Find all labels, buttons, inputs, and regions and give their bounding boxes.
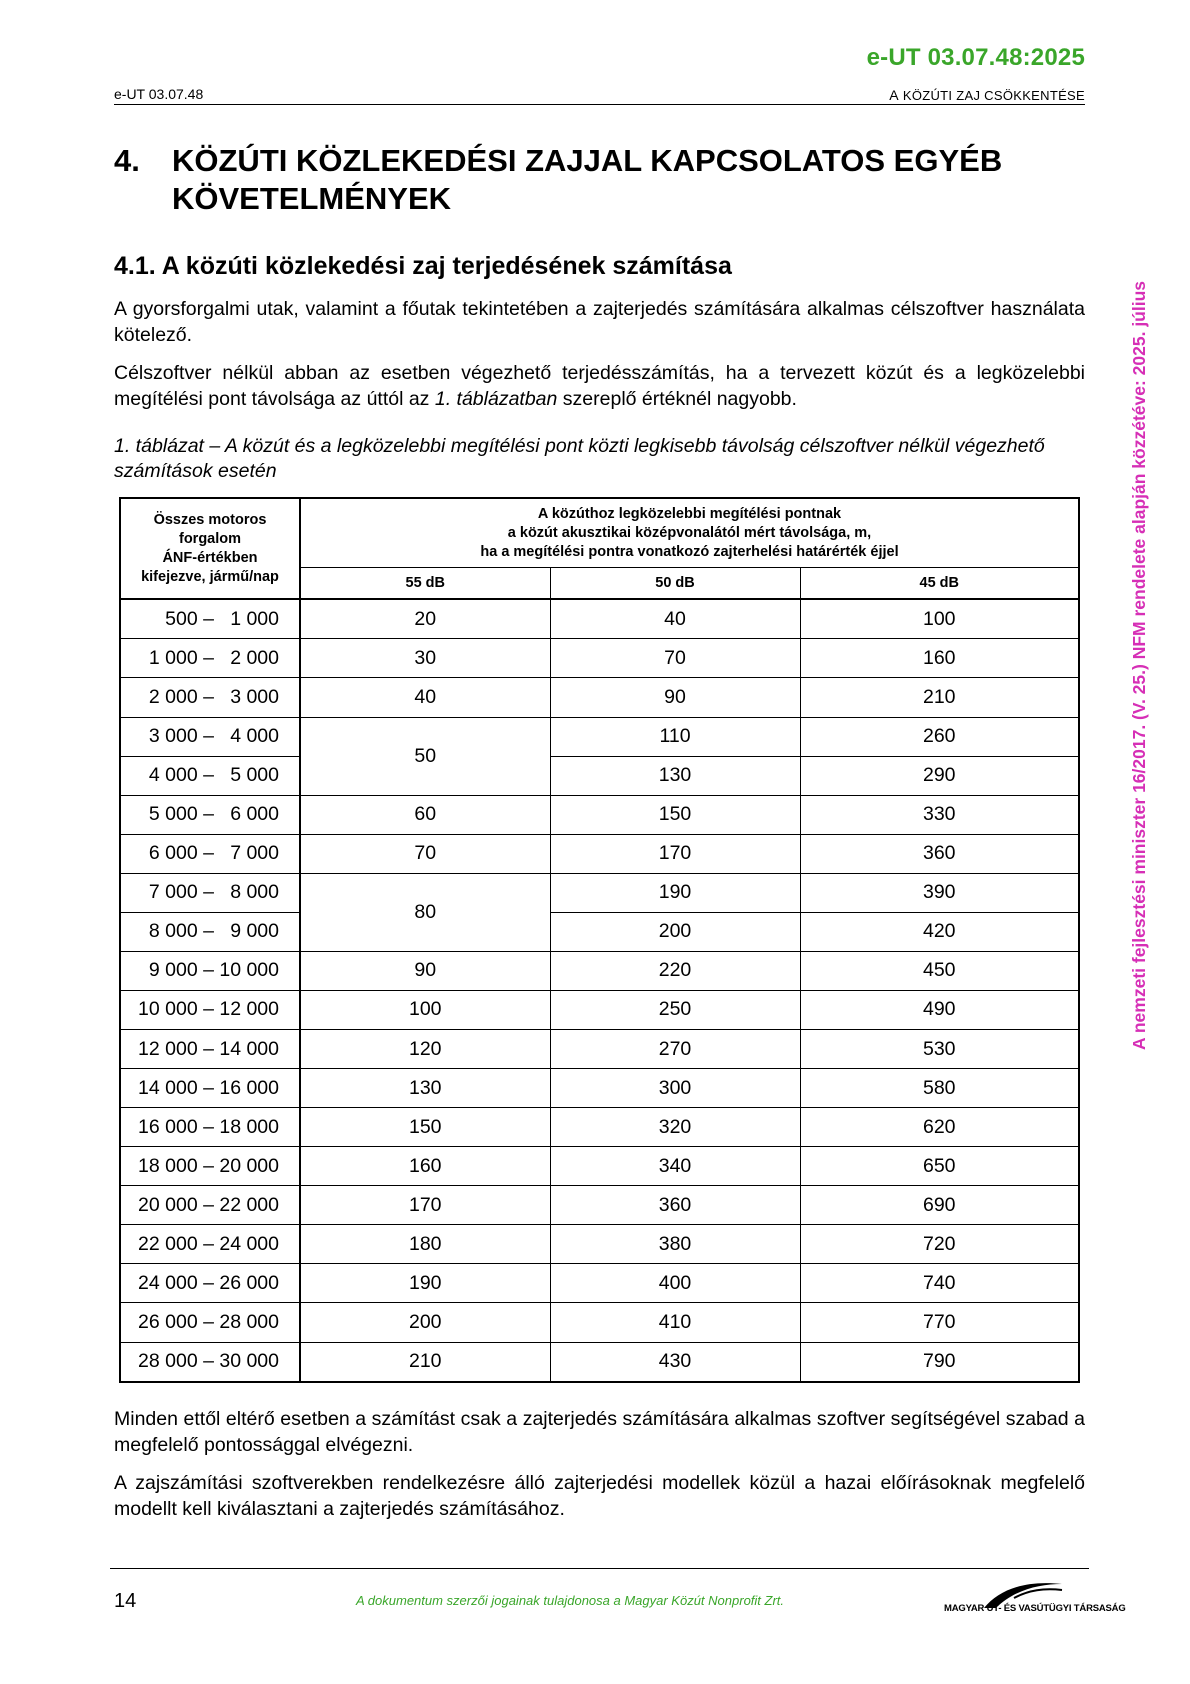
traffic-range-cell: 9 000 – 10 000 <box>120 951 300 990</box>
distance-45db-cell: 260 <box>800 717 1079 756</box>
distance-55db-cell: 130 <box>300 1069 550 1108</box>
table-row <box>120 1147 1079 1186</box>
traffic-range-cell: 24 000 – 26 000 <box>120 1264 300 1303</box>
distance-50db-cell: 200 <box>550 912 800 951</box>
table-row <box>120 1225 1079 1264</box>
traffic-range-cell: 20 000 – 22 000 <box>120 1186 300 1225</box>
column-header-55db: 55 dB <box>300 568 550 600</box>
table-row <box>120 1030 1079 1069</box>
traffic-range-cell: 4 000 – 5 000 <box>120 756 300 795</box>
distance-45db-cell: 160 <box>800 639 1079 678</box>
column-header-50db: 50 dB <box>550 568 800 600</box>
paragraph-2-part-a: Célszoftver nélkül abban az esetben végezhető terjedésszámítás, ha a tervezett közút és a legközelebbi megítélési pont távolsága az úttól az <box>114 362 1085 410</box>
chapter-title: KÖZÚTI KÖZLEKEDÉSI ZAJJAL KAPCSOLATOS EGYÉB KÖVETELMÉNYEK <box>172 143 1003 216</box>
header-left-code: e-UT 03.07.48 <box>114 86 204 102</box>
distance-45db-cell: 100 <box>800 599 1079 639</box>
table-row <box>120 1186 1079 1225</box>
traffic-header-line: Összes motoros <box>153 511 267 528</box>
distance-table-grid <box>119 497 1080 1383</box>
distance-50db-cell: 110 <box>550 717 800 756</box>
document-code: e-UT 03.07.48:2025 <box>866 44 1085 71</box>
distance-45db-cell: 720 <box>800 1225 1079 1264</box>
copyright-notice: A dokumentum szerzői jogainak tulajdonosa a Magyar Közút Nonprofit Zrt. <box>356 1593 785 1608</box>
distance-55db-cell: 180 <box>300 1225 550 1264</box>
distance-45db-cell: 360 <box>800 834 1079 873</box>
header-section-title <box>889 87 1085 103</box>
distance-50db-cell: 250 <box>550 990 800 1029</box>
distance-55db-cell: 200 <box>300 1303 550 1342</box>
distance-45db-cell: 420 <box>800 912 1079 951</box>
distance-45db-cell: 580 <box>800 1069 1079 1108</box>
distance-45db-cell: 390 <box>800 873 1079 912</box>
distance-55db-cell: 190 <box>300 1264 550 1303</box>
distance-50db-cell: 360 <box>550 1186 800 1225</box>
page-number: 14 <box>114 1590 137 1612</box>
table-row <box>120 1303 1079 1342</box>
distance-header-line: ha a megítélési pontra vonatkozó zajterhelési határérték éjjel <box>480 543 899 560</box>
table-caption: 1. táblázat – A közút és a legközelebbi megítélési pont közti legkisebb távolság célszoftver nélkül végezhető számítások esetén <box>114 435 1045 482</box>
traffic-range-cell: 28 000 – 30 000 <box>120 1342 300 1382</box>
distance-45db-cell: 290 <box>800 756 1079 795</box>
traffic-range-cell: 7 000 – 8 000 <box>120 873 300 912</box>
distance-50db-cell: 150 <box>550 795 800 834</box>
traffic-range-cell: 3 000 – 4 000 <box>120 717 300 756</box>
distance-55db-cell: 160 <box>300 1147 550 1186</box>
distance-55db-cell: 100 <box>300 990 550 1029</box>
table-row <box>120 678 1079 717</box>
traffic-volume-header <box>120 498 300 599</box>
table-row <box>120 951 1079 990</box>
distance-55db-cell: 90 <box>300 951 550 990</box>
traffic-header-line: forgalom <box>178 530 242 547</box>
table-row <box>120 756 1079 795</box>
distance-55db-cell: 60 <box>300 795 550 834</box>
traffic-range-cell: 6 000 – 7 000 <box>120 834 300 873</box>
distance-55db-cell: 150 <box>300 1108 550 1147</box>
table-row <box>120 1108 1079 1147</box>
table-row <box>120 990 1079 1029</box>
footer-rule <box>110 1568 1089 1569</box>
distance-45db-cell: 450 <box>800 951 1079 990</box>
distance-50db-cell: 340 <box>550 1147 800 1186</box>
distance-45db-cell: 620 <box>800 1108 1079 1147</box>
paragraph-1: A gyorsforgalmi utak, valamint a főutak tekintetében a zajterjedés számítására alkalmas célszoftver használata kötelező. <box>114 298 1085 346</box>
distance-header <box>300 498 1079 568</box>
distance-50db-cell: 400 <box>550 1264 800 1303</box>
distance-50db-cell: 130 <box>550 756 800 795</box>
distance-55db-cell: 120 <box>300 1030 550 1069</box>
traffic-range-cell: 1 000 – 2 000 <box>120 639 300 678</box>
table-row <box>120 599 1079 639</box>
traffic-header-line: kifejezve, jármű/nap <box>141 568 279 585</box>
distance-55db-cell: 30 <box>300 639 550 678</box>
distance-table <box>119 497 1078 1383</box>
distance-45db-cell: 790 <box>800 1342 1079 1382</box>
table-row <box>120 795 1079 834</box>
paragraph-2-part-b: szereplő értéknél nagyobb. <box>557 388 797 410</box>
table-row <box>120 1069 1079 1108</box>
distance-55db-cell: 170 <box>300 1186 550 1225</box>
traffic-range-cell: 26 000 – 28 000 <box>120 1303 300 1342</box>
publication-notice: A nemzeti fejlesztési miniszter 16/2017. (V. 25.) NFM rendelete alapján közzétéve: 2025. július <box>1129 280 1149 1050</box>
distance-50db-cell: 410 <box>550 1303 800 1342</box>
traffic-header-line: ÁNF-értékben <box>162 549 258 566</box>
distance-50db-cell: 90 <box>550 678 800 717</box>
traffic-range-cell: 500 – 1 000 <box>120 599 300 639</box>
table-row <box>120 834 1079 873</box>
distance-55db-cell: 20 <box>300 599 550 639</box>
traffic-range-cell: 10 000 – 12 000 <box>120 990 300 1029</box>
traffic-range-cell: 22 000 – 24 000 <box>120 1225 300 1264</box>
table-row <box>120 1264 1079 1303</box>
distance-55db-cell: 70 <box>300 834 550 873</box>
traffic-range-cell: 2 000 – 3 000 <box>120 678 300 717</box>
distance-45db-cell: 330 <box>800 795 1079 834</box>
section-heading: 4.1. A közúti közlekedési zaj terjedésének számítása <box>114 252 732 280</box>
table-row <box>120 912 1079 951</box>
distance-45db-cell: 490 <box>800 990 1079 1029</box>
distance-45db-cell: 530 <box>800 1030 1079 1069</box>
paragraph-2 <box>114 360 1085 412</box>
header-rule <box>114 104 1085 105</box>
column-header-45db: 45 dB <box>800 568 1079 600</box>
traffic-range-cell: 16 000 – 18 000 <box>120 1108 300 1147</box>
distance-45db-cell: 210 <box>800 678 1079 717</box>
distance-header-line: a közút akusztikai középvonalától mért távolsága, m, <box>507 524 872 541</box>
distance-45db-cell: 650 <box>800 1147 1079 1186</box>
paragraph-4: A zajszámítási szoftverekben rendelkezésre álló zajterjedési modellek közül a hazai előírásoknak megfelelő modellt kell kiválasztani a zajterjedés számításához. <box>114 1472 1085 1520</box>
traffic-range-cell: 12 000 – 14 000 <box>120 1030 300 1069</box>
table-row <box>120 873 1079 912</box>
table-row <box>120 639 1079 678</box>
table-row <box>120 1342 1079 1382</box>
distance-50db-cell: 170 <box>550 834 800 873</box>
traffic-range-cell: 5 000 – 6 000 <box>120 795 300 834</box>
distance-45db-cell: 770 <box>800 1303 1079 1342</box>
distance-55db-cell: 40 <box>300 678 550 717</box>
company-logo-text: MAGYAR ÚT- ÉS VASÚTÜGYI TÁRSASÁG <box>944 1603 1126 1614</box>
distance-50db-cell: 430 <box>550 1342 800 1382</box>
distance-50db-cell: 190 <box>550 873 800 912</box>
traffic-range-cell: 18 000 – 20 000 <box>120 1147 300 1186</box>
distance-50db-cell: 320 <box>550 1108 800 1147</box>
header-title-initial: A <box>889 87 899 103</box>
distance-55db-cell: 80 <box>300 873 550 951</box>
distance-45db-cell: 740 <box>800 1264 1079 1303</box>
distance-55db-cell: 50 <box>300 717 550 795</box>
traffic-range-cell: 14 000 – 16 000 <box>120 1069 300 1108</box>
table-row <box>120 717 1079 756</box>
distance-50db-cell: 70 <box>550 639 800 678</box>
distance-50db-cell: 270 <box>550 1030 800 1069</box>
table-body <box>120 599 1079 1382</box>
distance-50db-cell: 220 <box>550 951 800 990</box>
header-title-rest: KÖZÚTI ZAJ CSÖKKENTÉSE <box>902 88 1085 103</box>
chapter-number: 4. <box>114 143 140 178</box>
table-reference: 1. táblázatban <box>434 388 558 410</box>
distance-50db-cell: 380 <box>550 1225 800 1264</box>
distance-55db-cell: 210 <box>300 1342 550 1382</box>
distance-45db-cell: 690 <box>800 1186 1079 1225</box>
distance-50db-cell: 40 <box>550 599 800 639</box>
traffic-range-cell: 8 000 – 9 000 <box>120 912 300 951</box>
paragraph-3: Minden ettől eltérő esetben a számítást csak a zajterjedés számítására alkalmas szoftver segítségével szabad a megfelelő pontossággal elvégezni. <box>114 1408 1085 1456</box>
distance-header-line: A közúthoz legközelebbi megítélési pontnak <box>537 505 842 522</box>
distance-50db-cell: 300 <box>550 1069 800 1108</box>
